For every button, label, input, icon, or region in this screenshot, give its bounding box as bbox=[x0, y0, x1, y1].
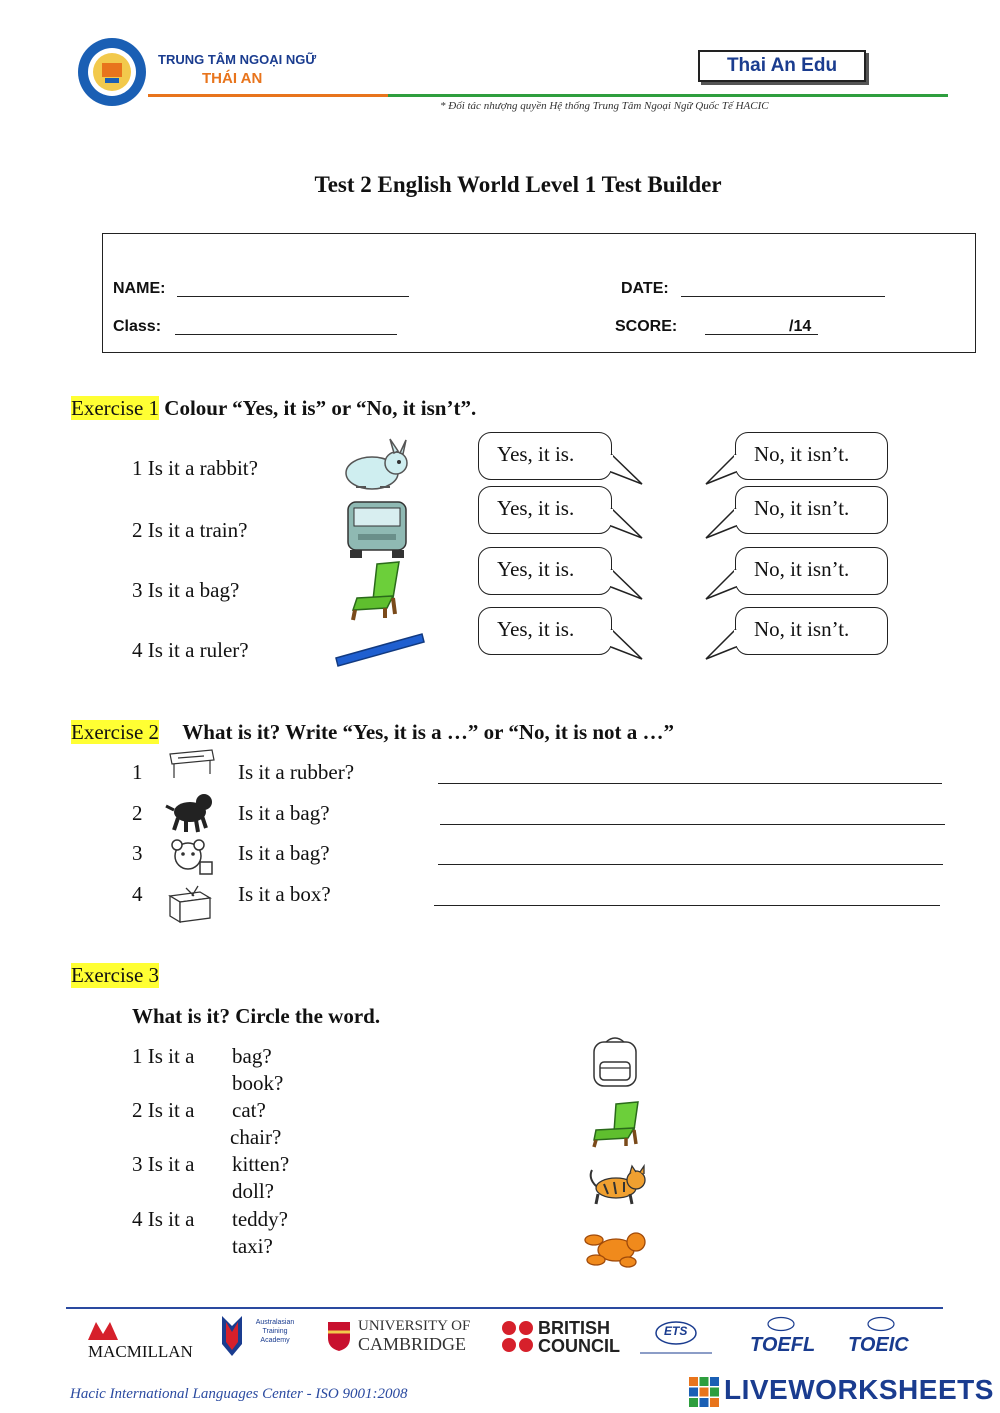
macmillan-logo: MACMILLAN bbox=[88, 1342, 193, 1361]
footer-center-line: Hacic International Languages Center - ISO 9001:2008 bbox=[70, 1386, 408, 1402]
score-total: /14 bbox=[789, 318, 812, 335]
yes-bubble-1[interactable]: Yes, it is. bbox=[478, 432, 612, 480]
ets-logo: ETS bbox=[664, 1324, 688, 1338]
toefl-logo: TOEFL bbox=[750, 1334, 816, 1356]
ex3-prefix-4: 4 Is it a bbox=[132, 1207, 195, 1231]
yes-bubble-4[interactable]: Yes, it is. bbox=[478, 607, 612, 655]
dog-picture bbox=[164, 788, 216, 834]
teddy-picture bbox=[166, 838, 214, 878]
ex3-option-1b[interactable]: book? bbox=[232, 1071, 284, 1095]
footer-rule bbox=[66, 1307, 943, 1309]
center-name-bottom: THÁI AN bbox=[202, 70, 263, 87]
ex3-option-2a[interactable]: cat? bbox=[232, 1098, 266, 1122]
ex3-prefix-1: 1 Is it a bbox=[132, 1044, 195, 1068]
partner-note: * Đối tác nhượng quyền Hệ thống Trung Tâm Ngoại Ngữ Quốc Tế HACIC bbox=[440, 100, 769, 112]
no-bubble-1[interactable]: No, it isn’t. bbox=[735, 432, 888, 480]
ex2-num-2: 2 bbox=[132, 801, 143, 825]
yes-bubble-2[interactable]: Yes, it is. bbox=[478, 486, 612, 534]
liveworksheets-text: LIVEWORKSHEETS bbox=[724, 1374, 994, 1405]
cambridge-shield-icon bbox=[326, 1320, 352, 1352]
ata-logo-icon bbox=[218, 1314, 246, 1358]
ex1-question-3: 3 Is it a bag? bbox=[132, 578, 240, 602]
partner-logos bbox=[70, 1312, 950, 1372]
ex2-answer-line-4[interactable] bbox=[434, 905, 940, 906]
ex2-answer-line-2[interactable] bbox=[440, 824, 945, 825]
cambridge-logo-line1: UNIVERSITY OF bbox=[358, 1318, 471, 1334]
desk-picture bbox=[164, 748, 218, 780]
ex3-prefix-2: 2 Is it a bbox=[132, 1098, 195, 1122]
cambridge-logo-line2: CAMBRIDGE bbox=[358, 1334, 467, 1354]
no-bubble-2[interactable]: No, it isn’t. bbox=[735, 486, 888, 534]
ex3-option-4a[interactable]: teddy? bbox=[232, 1207, 288, 1231]
exercise1-tag: Exercise 1 bbox=[71, 396, 160, 420]
ex2-answer-line-3[interactable] bbox=[438, 864, 943, 865]
ex3-prefix-3: 3 Is it a bbox=[132, 1152, 195, 1176]
ex2-question-3: Is it a bag? bbox=[238, 841, 330, 865]
class-label: Class: bbox=[113, 318, 162, 335]
exercise2-tag: Exercise 2 bbox=[71, 720, 160, 744]
box-picture bbox=[164, 884, 216, 924]
teddy-picture-2 bbox=[582, 1228, 650, 1268]
yes-bubble-3[interactable]: Yes, it is. bbox=[478, 547, 612, 595]
center-name-top: TRUNG TÂM NGOẠI NGỮ bbox=[158, 52, 317, 67]
british-council-dots-icon bbox=[500, 1320, 536, 1354]
kitten-picture bbox=[586, 1164, 648, 1206]
toeic-logo: TOEIC bbox=[848, 1334, 909, 1356]
toeic-ets-icon bbox=[866, 1316, 896, 1332]
name-label: NAME: bbox=[113, 280, 166, 297]
ata-logo: Australasian Training Academy bbox=[255, 1319, 295, 1344]
ex2-question-2: Is it a bag? bbox=[238, 801, 330, 825]
exercise1-instruction: Colour “Yes, it is” or “No, it isn’t”. bbox=[164, 396, 477, 420]
ex1-question-4: 4 Is it a ruler? bbox=[132, 638, 249, 662]
ex3-option-4b[interactable]: taxi? bbox=[232, 1234, 273, 1258]
exercise3-instruction: What is it? Circle the word. bbox=[132, 1004, 381, 1028]
ex1-question-1: 1 Is it a rabbit? bbox=[132, 456, 258, 480]
ex3-option-3b[interactable]: doll? bbox=[232, 1179, 274, 1203]
british-council-line2: COUNCIL bbox=[538, 1336, 620, 1356]
backpack-picture bbox=[586, 1034, 644, 1090]
no-bubble-4[interactable]: No, it isn’t. bbox=[735, 607, 888, 655]
ets-tagline-bar bbox=[640, 1352, 712, 1354]
british-council-line1: BRITISH bbox=[538, 1318, 610, 1338]
brand-box: Thai An Edu bbox=[698, 50, 866, 82]
ex2-question-4: Is it a box? bbox=[238, 882, 331, 906]
ex2-answer-line-1[interactable] bbox=[438, 783, 942, 784]
exercise2-instruction: What is it? Write “Yes, it is a …” or “No, it is not a …” bbox=[182, 720, 675, 744]
ex1-question-2: 2 Is it a train? bbox=[132, 518, 248, 542]
date-label: DATE: bbox=[621, 280, 669, 297]
bubble-tails bbox=[0, 0, 1000, 700]
ex3-option-2b[interactable]: chair? bbox=[230, 1125, 282, 1149]
ex2-num-1: 1 bbox=[132, 760, 143, 784]
exercise2-heading bbox=[71, 720, 674, 745]
ex2-num-3: 3 bbox=[132, 841, 143, 865]
macmillan-logo-icon bbox=[86, 1318, 120, 1342]
ex2-question-1: Is it a rubber? bbox=[238, 760, 355, 784]
score-label: SCORE: bbox=[615, 318, 678, 335]
ex3-option-1a[interactable]: bag? bbox=[232, 1044, 272, 1068]
ex2-num-4: 4 bbox=[132, 882, 143, 906]
chair-picture-2 bbox=[590, 1100, 644, 1148]
exercise3-tag: Exercise 3 bbox=[71, 963, 160, 987]
ex3-option-3a[interactable]: kitten? bbox=[232, 1152, 290, 1176]
toefl-ets-icon bbox=[766, 1316, 796, 1332]
no-bubble-3[interactable]: No, it isn’t. bbox=[735, 547, 888, 595]
liveworksheets-grid-icon bbox=[688, 1376, 720, 1408]
page-title: Test 2 English World Level 1 Test Builder bbox=[314, 172, 722, 197]
